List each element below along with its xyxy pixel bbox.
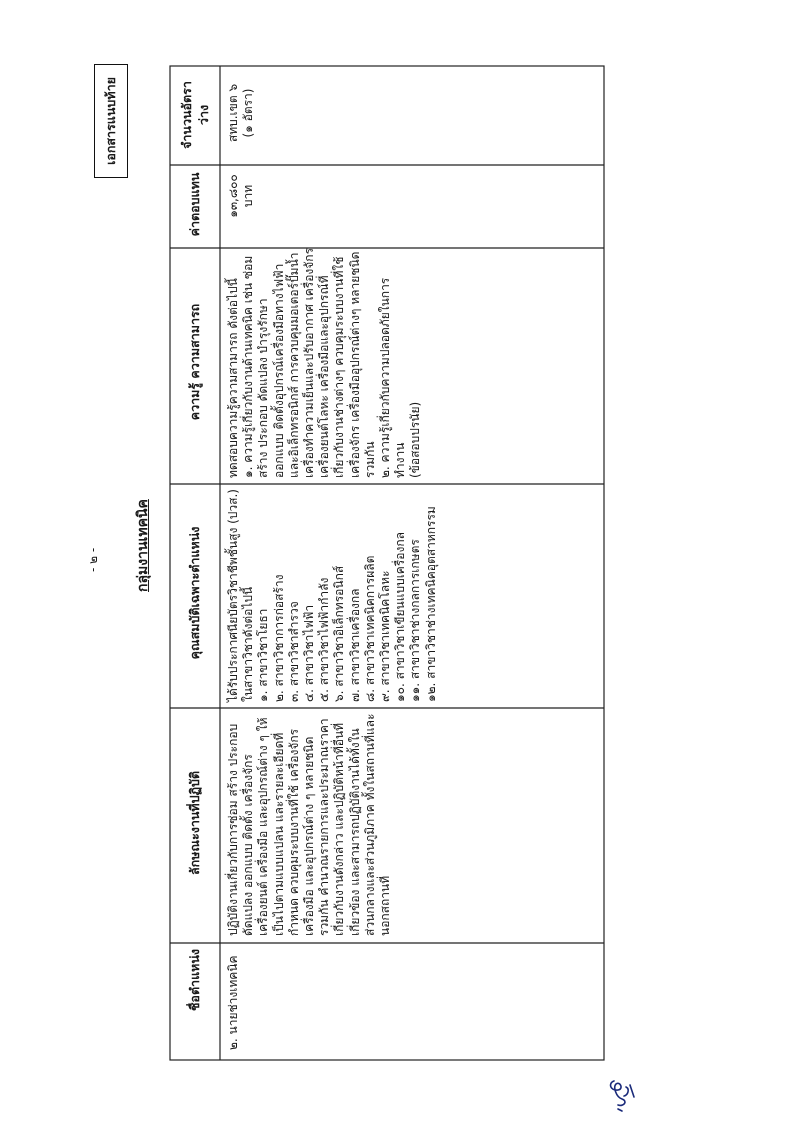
header-qualifications: คุณสมบัติเฉพาะตำแหน่ง <box>187 526 202 660</box>
cell-position: ๒. นายช่างเทคนิค <box>226 955 240 1050</box>
page-number: - ๒ - <box>86 547 100 572</box>
header-vacancies: จำนวนอัตรา ว่าง <box>179 81 211 149</box>
cell-vacancies: สทบ.เขต ๖ (๑ อัตรา) <box>226 83 256 143</box>
attachment-label: เอกสารแนบท้าย <box>94 64 128 178</box>
header-compensation: ค่าตอบแทน <box>187 172 202 237</box>
cell-compensation: ๑๓,๘๐๐ บาท <box>226 174 256 218</box>
cell-duties: ปฏิบัติงานเกี่ยวกับการซ่อม สร้าง ประกอบ ดัดแปลง ออกแบบ ติดตั้ง เครื่องจักร เครื่องยนต์ เครื่องมือ และอุปกรณ์ต่าง ๆ ให้ เป็นไปตามแบบแปลน และรายละเอียดที่ กำหนด ควบคุมระบบงานที่ใช้ เครื่องจักร เครื่องมือ และอุปกรณ์ต่าง ๆ หลายชนิด รวมกัน คำนวณรายการและประมาณราคา เกี่ยวกับงานดังกล่าว และปฏิบัติหน้าที่อื่นที่ เกี่ยวข้อง และสามารถปฏิบัติงานได้ทั้งใน ส่วนกลางและส่วนภูมิภาค ทั้งในสถานที่และ นอกสถานที่ <box>226 713 393 936</box>
header-knowledge: ความรู้ ความสามารถ <box>187 303 202 421</box>
header-position: ชื่อตำแหน่ง <box>187 948 202 1012</box>
signature-mark <box>604 1075 644 1115</box>
group-title: กลุ่มงานเทคนิค <box>135 499 151 592</box>
cell-knowledge: ทดสอบความรู้ความสามารถ ดังต่อไปนี้ ๑. ความรู้เกี่ยวกับงานด้านเทคนิค เช่น ซ่อม สร้าง ประกอบ ดัดแปลง บำรุงรักษา ออกแบบ ติดตั้งอุปกรณ์เครื่องมือทางไฟฟ้า และอิเล็กทรอนิกส์ การควบคุมมอเตอร์ปั๊มน้ำ เครื่องทำความเย็นและปรับอากาศ เครื่องจักร เครื่องยนต์โลหะ เครื่องมือและอุปกรณ์ที่ เกี่ยวกับงานช่างต่างๆ ควบคุมระบบงานที่ใช้ เครื่องจักร เครื่องมืออุปกรณ์ต่างๆ หลายชนิด รวมกัน ๒. ความรู้เกี่ยวกับความปลอดภัยในการทำงาน (ข้อสอบปรนัย) <box>226 247 423 478</box>
cell-qualifications: ได้รับประกาศนียบัตรวิชาชีพชั้นสูง (ปวส.) ในสาขาวิชาดังต่อไปนี้ ๑. สาขาวิชาโยธา ๒. สาขาวิชาการก่อสร้าง ๓. สาขาวิชาสำรวจ ๔. สาขาวิชาไฟฟ้า ๕. สาขาวิชาไฟฟ้ากำลัง ๖. สาขาวิชาอิเล็กทรอนิกส์ ๗. สาขาวิชาเครื่องกล ๘. สาขาวิชาเทคนิคการผลิต ๙. สาขาวิชาเทคนิคโลหะ ๑๐. สาขาวิชาเขียนแบบเครื่องกล ๑๑. สาขาวิชาช่างกลการเกษตร ๑๒. สาขาวิชาช่างเทคนิคอุตสาหกรรม <box>226 489 438 702</box>
header-duties: ลักษณะงานที่ปฏิบัติ <box>187 770 202 876</box>
